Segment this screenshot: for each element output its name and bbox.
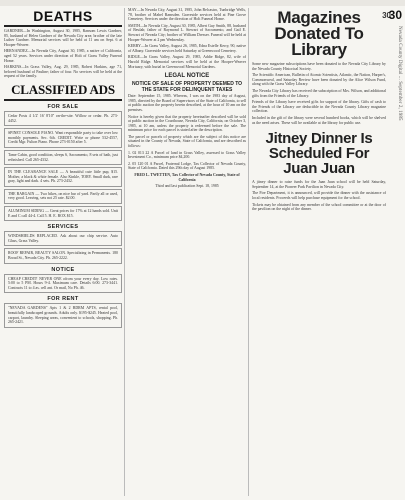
classified-heading: CLASSIFIED ADS <box>11 81 115 97</box>
for-sale-label: FOR SALE <box>47 103 79 110</box>
paragraph: HARKINS—In Grass Valley, Aug. 29, 1985, Robert Harkins, age 71, beloved husband of Pauline; father of four. No services will be held at the request of the family. <box>4 65 122 79</box>
paragraph: WINDSHIELDS REPLACED. Ask about our chip service. Auto Glass, Grass Valley. <box>8 234 118 243</box>
paragraph: The Fire Department, it is announced, will provide the dinner with the assistance of local residents. Proceeds will help purchase equipment for the school. <box>252 191 386 200</box>
paragraph: Friends of the Library have received gifts for support of the library. Gifts of cash to the Friends of the Library are deductible in the Nevada County Library magazine collection. <box>252 100 386 114</box>
column-right <box>252 8 386 498</box>
paragraph: SMITH—In Nevada City, August 30, 1985, Albert Guy Smith, 88, husband of Beulah; father of Raymond L. Stewart of Sacramento, and Gail E. Stewart of Nevada City; brother of William Dresser. Funeral will be held at Hooper-Weaver at 2 pm Wednesday. <box>128 23 246 42</box>
legal-notice-subtitle: NOTICE OF SALE OF PROPERTY DEEMED TO THE STATE FOR DELINQUENT TAXES <box>131 81 243 94</box>
classified-ad <box>4 206 122 221</box>
paragraph: "NEVADA GARDENS" Apts 1 & 2 BDRM APTS, rental pool, beautifully landscaped grounds. Adults only. $195-$245. Heated pool, carport, laundry. Sleeping areas, convenient to schools, shopping. Ph. 265-2421. <box>8 306 118 325</box>
paragraph: Tame Cabin, good condition, sleeps 6, Sacramento, 8 sets of bath, just refinished. Call 265-4332. <box>8 152 118 162</box>
paragraph: THE BARGAIN — Two bikes, on nice bar of yard. Partly all or used, very good. Leaving, sets not 25 rate. $2.00. <box>8 191 118 201</box>
notice-list <box>4 274 122 294</box>
side-masthead: Nevada County Digital ... September 2, 1985 <box>397 26 402 121</box>
classified-ad <box>4 303 122 327</box>
magazines-article <box>252 62 386 125</box>
classified-ad <box>4 274 122 294</box>
classified-ad <box>4 167 122 187</box>
legal-date: Third and last publication Sept. 18, 1985 <box>155 184 219 189</box>
paragraph: RIDGE—In Grass Valley, August 29, 1985, Addie Ridge, 82, wife of Harold Ridge. Memorial services will be held at the Hooper-Weaver Mortuary, with burial in Greenwood Memorial Gardens. <box>128 55 246 69</box>
paragraph: ALUMINUM SIDING — Great prices for 17% at 12 hands sold. Unit E and C call 44-4. Call 5. H. E. BOX $15. <box>8 209 118 218</box>
services-list <box>4 231 122 263</box>
paragraph: 1. 02 013 22 A Parcel of land in Grass Valley, assessed to Grass Valley Investment Co., minimum price $4,200. <box>128 150 246 160</box>
paragraph: The parcel or parcels of property which are the subject of this notice are situated in the County of Nevada, State of California, and are described as follows: <box>128 134 246 149</box>
paragraph: CHEAP CREDIT! NEVER ONE ofrom your every day. Low rates. 5:00 to 5 PM. Hours 9-4. Maximum care. Details 6:00. 273-3441. Contracts 11 to 4 as. cell ant. Or mail, No Ph. 46. <box>8 276 118 290</box>
legal-signature: FRED L. TWETTEN, Tax Collector of Nevada County, State of California <box>134 173 240 182</box>
jitney-article <box>252 180 386 212</box>
obituary-list <box>128 8 246 69</box>
paragraph: Some new magazine subscriptions have been donated to the Nevada City Library by the Nevada County Historical Society. <box>252 62 386 71</box>
column-rule <box>124 8 125 496</box>
legal-notice-heading: LEGAL NOTICE <box>164 73 210 80</box>
classified-ad <box>4 248 122 263</box>
paragraph: Tickets may be obtained from any member of the school committee or at the door of the pavilion on the night of the dinner. <box>252 202 386 212</box>
paragraph: 2. 05 120 01 A Parcel, Fraternal Lodge, Tax Collector of Nevada County, State of California. Dated this 29th day of August 1985. <box>128 161 246 171</box>
paragraph: ROOF REPAIR, BEAUTY SALON. Specializing in Permanents. 180 Broad St., Nevada City. Ph. 265-2222. <box>8 251 118 261</box>
page-number: 30 <box>388 8 402 22</box>
for-rent-label: FOR RENT <box>47 296 79 303</box>
legal-notice-body <box>128 94 246 171</box>
column-rule <box>248 8 249 496</box>
notice-label: NOTICE <box>51 266 75 273</box>
top-strip <box>0 0 405 6</box>
classified-ad <box>4 128 122 148</box>
paragraph: MAY—In Nevada City, August 31, 1985, John Belcastro, Tunbridge Wells, 78, brother of Mabel Ramsden. Graveside services held at Pine Grove Cemetery. Services under the direction of Holt Funeral Home. <box>128 8 246 22</box>
paragraph: A jitney dinner to raise funds for the Juan Juan school will be held Saturday, September 14, at the Pioneer Park Pavilion in Nevada City. <box>252 180 386 189</box>
jitney-headline: Jitney Dinner Is Scheduled For Juan Juan <box>265 130 373 178</box>
for-sale-list <box>4 111 122 221</box>
classified-ad <box>4 189 122 204</box>
paragraph: Cedar Posts 4 1/2' 16' 8'10" on-the-site. Willow or cedar. Ph. 273-4452. <box>8 113 118 123</box>
paragraph: KERRY—In Grass Valley, August 26, 1985, Edna Estelle Kerry, 90, native of Albany. Graveside services held Saturday at Greenwood Cemetery. <box>128 44 246 53</box>
page-number-prefix: 30 <box>382 11 391 20</box>
classified-ad <box>4 150 122 165</box>
paragraph: The Nevada City Library has received the subscription of Mrs. Wilson, and additional gifts from the Friends of the Library. <box>252 88 386 98</box>
column-left <box>4 8 122 498</box>
column-middle <box>128 8 246 498</box>
paragraph: Included in the gift of the library were several hundred books, which will be shelved as the need arises. These will be available at the library for public use. <box>252 115 386 125</box>
classified-ad <box>4 111 122 126</box>
services-label: SERVICES <box>47 224 79 231</box>
for-rent-list <box>4 303 122 327</box>
classified-ad <box>4 231 122 246</box>
paragraph: Notice is hereby given that the property hereinafter described will be sold at public auction in the Courthouse, Nevada City, California, on October 3, 1985, at 10 am, unless the property is redeemed before the sale. The minimum price for each parcel is stated after the description. <box>128 114 246 133</box>
heading-rule <box>4 99 122 101</box>
paragraph: GARDNER—In Washington, August 30, 1985, Ransom Lewis Gardner, 85, husband of Helen Gardner of the Nevada City area; brother of the late Luther Gardner. Memorial services will be held at 11 am on Sept. 6 at Hooper-Weaver. <box>4 29 122 47</box>
magazines-headline: Magazines Donated To Library <box>274 8 364 59</box>
deaths-heading: DEATHS <box>33 8 93 24</box>
paragraph: The Scientific American, Bulletin of Atomic Scientists, Atlantic, the Nation, Harper's, Commonweal, and Saturday Review have been donated by the Alice Wilson Fund, along with the Grass Valley Library. <box>252 73 386 87</box>
deaths-list <box>4 29 122 79</box>
heading-rule <box>4 25 122 27</box>
paragraph: IN THE CLEARANCE SALE — A beautiful cute little pup, $15. Mother, a black & white female. Also Kinkle, TORY. Small dark, rare gray, light and dark. 4 sets. Ph. 273-2432. <box>8 170 118 184</box>
paragraph: SPINET CONSOLE PIANO. Want responsible party to take over low monthly payments. Sec. 6th. CREDIT. Write or phone 532-4557, Credit Mgr. Fulton Piano. Phone 273-0150 after 5. <box>8 131 118 145</box>
paragraph: HERNANDEZ—In Nevada City, August 30, 1985, a native of California, aged 52 years. Services under direction of Holt of Grass Valley Funeral Home. <box>4 49 122 63</box>
paragraph: Date: September 15, 1985. Whereas, I was on the 1983 day of August, 1985, directed by the Board of Supervisors of the State of California, to sell at public auction the property herein described, at the hour of 10 am on the premises. <box>128 94 246 112</box>
